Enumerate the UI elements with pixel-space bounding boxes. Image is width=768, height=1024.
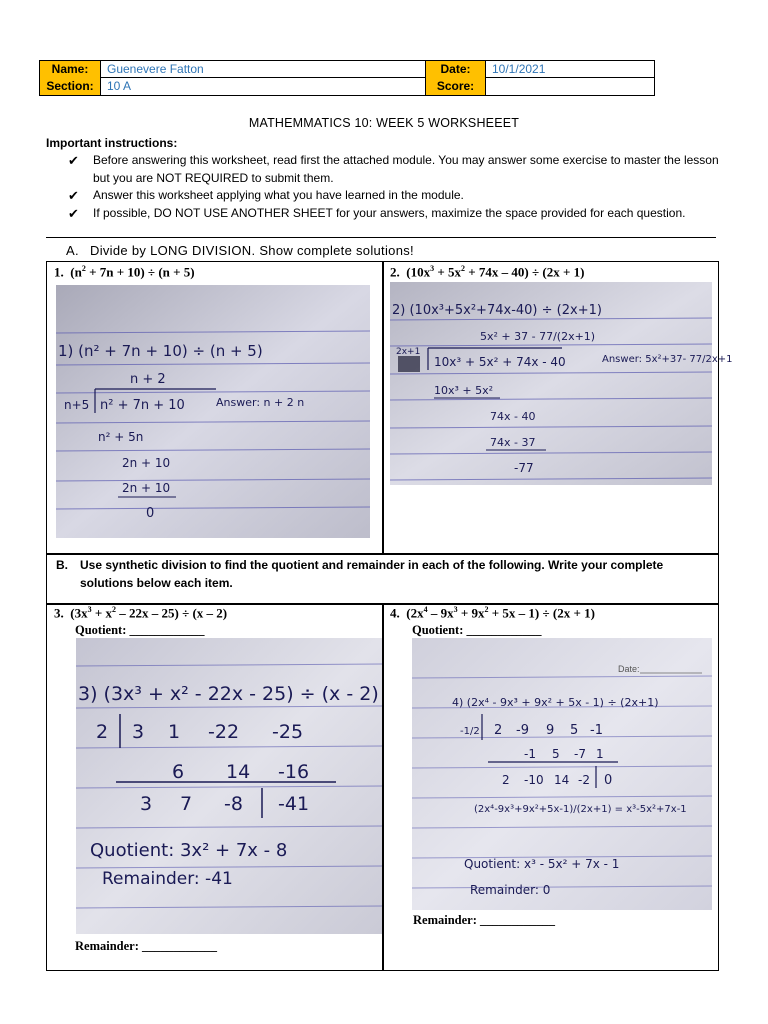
- hw-coef: -25: [272, 721, 304, 743]
- instruction-text: Before answering this worksheet, read first the attached module. You may answer some exercise to master the lesson but you are NOT REQUIRED to submit them.: [93, 153, 719, 185]
- question-2-handwriting: [390, 282, 733, 485]
- question-4-photo: [412, 638, 712, 910]
- divider: [46, 237, 716, 238]
- hw-result: -2: [578, 773, 590, 787]
- hw-result: 3: [140, 793, 153, 815]
- score-value: [486, 78, 654, 95]
- checkmark-icon: ✔: [68, 188, 79, 203]
- hw-divisor: n+5: [64, 398, 90, 412]
- hw-coef: -22: [208, 721, 240, 743]
- question-2-label: 2. $(10x^3 + 5x^2 + 74x - 40) \div (2x + 1)$: [390, 264, 585, 280]
- hw-divisor: 2x+1: [396, 347, 421, 357]
- hw-coef: 2: [494, 723, 503, 738]
- question-3-number: 3.: [54, 605, 64, 621]
- section-label: Section:: [40, 78, 101, 95]
- hw-result: 2: [502, 773, 510, 787]
- question-1-label: 1. $(n^2 + 7n + 10) \div (n + 5)$: [54, 264, 195, 280]
- hw-result: -8: [224, 793, 243, 815]
- header-row-2: [40, 78, 654, 95]
- worksheet-title: MATHEMMATICS 10: WEEK 5 WORKSHEEET: [248, 116, 520, 130]
- hw-result: 14: [554, 773, 570, 787]
- question-3-remainder-label: Remainder: ____________: [75, 939, 217, 953]
- hw-dividend: 10x³ + 5x² + 74x - 40: [434, 355, 566, 369]
- hw-mult: 1: [596, 747, 604, 761]
- question-4-handwriting: [412, 638, 712, 910]
- question-1-handwriting: [56, 285, 370, 538]
- hw-mult: -7: [574, 747, 586, 761]
- hw-date: Date:: [618, 664, 640, 674]
- hw-quotient: 5x² + 37 - 77/(2x+1): [480, 330, 596, 343]
- hw-quotient: Quotient: 3x² + 7x - 8: [90, 840, 288, 861]
- checkmark-icon: ✔: [68, 206, 79, 221]
- section-b-heading: [56, 556, 716, 592]
- checkmark-icon: ✔: [68, 153, 79, 168]
- section-a-letter: A.: [66, 243, 79, 258]
- hw-step-1: n² + 5n: [98, 430, 144, 444]
- hw-step-3: 2n + 10: [122, 481, 171, 495]
- hw-result-line: (2x⁴-9x³+9x²+5x-1)/(2x+1) = x³-5x²+7x-1: [474, 804, 687, 815]
- hw-coef: 5: [570, 723, 579, 738]
- date-label: Date:: [426, 61, 486, 78]
- hw-coef: 9: [546, 723, 555, 738]
- hw-problem: 2) (10x³+5x²+74x-40) ÷ (2x+1): [392, 303, 602, 318]
- instruction-text: Answer this worksheet applying what you have learned in the module.: [93, 188, 464, 202]
- section-value: 10 A: [101, 78, 426, 95]
- student-info-table: [39, 60, 655, 96]
- hw-coef: -1: [590, 723, 603, 738]
- hw-mult: 5: [552, 747, 560, 761]
- question-1-number: 1.: [54, 264, 64, 280]
- hw-coef: 1: [168, 721, 181, 743]
- question-2-number: 2.: [390, 264, 400, 280]
- question-1-photo: [56, 285, 370, 538]
- question-3-photo: [76, 638, 382, 934]
- instruction-item: [68, 205, 728, 223]
- score-label: Score:: [426, 78, 486, 95]
- instruction-item: [68, 187, 728, 205]
- hw-coef: 3: [132, 721, 145, 743]
- hw-answer: Answer: 5x²+37- 77/2x+1: [602, 354, 733, 365]
- hw-remainder-value: -41: [278, 793, 310, 815]
- section-b-letter: B.: [56, 558, 68, 572]
- question-3-quotient-label: Quotient: ____________: [75, 623, 205, 637]
- hw-problem: 3) (3x³ + x² - 22x - 25) ÷ (x - 2): [78, 683, 379, 705]
- hw-step-2: 2n + 10: [122, 456, 171, 470]
- question-2-photo: [390, 282, 733, 485]
- question-4-number: 4.: [390, 605, 400, 621]
- date-value: 10/1/2021: [492, 62, 546, 76]
- hw-remainder: Remainder: 0: [470, 883, 551, 897]
- hw-remainder-value: 0: [604, 773, 613, 788]
- hw-answer: Answer: n + 2 n: [216, 396, 305, 409]
- hw-step-2: 74x - 40: [490, 410, 536, 423]
- hw-divisor: 2: [96, 721, 109, 743]
- name-label: Name:: [40, 61, 101, 78]
- hw-step-3: 74x - 37: [490, 436, 536, 449]
- hw-step-4: -77: [514, 461, 534, 475]
- instruction-item: [68, 152, 728, 187]
- hw-mult: 14: [226, 761, 251, 783]
- section-a-heading: [66, 243, 414, 258]
- hw-step-1: 10x³ + 5x²: [434, 384, 494, 397]
- question-3-handwriting: [76, 638, 382, 934]
- instruction-text: If possible, DO NOT USE ANOTHER SHEET for your answers, maximize the space provided for each question.: [93, 206, 686, 220]
- hw-step-4: 0: [146, 506, 155, 521]
- question-4-label: 4. $(2x^4 - 9x^3 + 9x^2 + 5x - 1) \div (2x + 1)$: [390, 605, 595, 621]
- hw-quotient: n + 2: [130, 372, 166, 387]
- section-a-text: Divide by LONG DIVISION. Show complete solutions!: [90, 243, 414, 258]
- question-4-quotient-label: Quotient: ____________: [412, 623, 542, 637]
- hw-result: -10: [524, 773, 544, 787]
- hw-mult: -16: [278, 761, 310, 783]
- instructions-heading: Important instructions:: [46, 136, 178, 150]
- hw-mult: 6: [172, 761, 185, 783]
- hw-quotient: Quotient: x³ - 5x² + 7x - 1: [464, 857, 620, 871]
- question-4-remainder-label: Remainder: ____________: [413, 913, 555, 927]
- hw-dividend: n² + 7n + 10: [100, 398, 185, 413]
- question-3-label: 3. $(3x^3 + x^2 - 22x - 25) \div (x - 2)$: [54, 605, 228, 621]
- hw-coef: -9: [516, 723, 529, 738]
- hw-result: 7: [180, 793, 193, 815]
- hw-divisor: -1/2: [460, 726, 480, 737]
- hw-remainder: Remainder: -41: [102, 869, 233, 889]
- header-row-1: [40, 61, 654, 78]
- hw-problem: 4) (2x⁴ - 9x³ + 9x² + 5x - 1) ÷ (2x+1): [452, 696, 659, 709]
- hw-mult: -1: [524, 747, 536, 761]
- name-value: Guenevere Fatton: [101, 61, 426, 78]
- hw-problem: 1) (n² + 7n + 10) ÷ (n + 5): [58, 342, 263, 360]
- section-b-text: Use synthetic division to find the quotient and remainder in each of the following. Write your complete solutions below each item.: [80, 558, 664, 590]
